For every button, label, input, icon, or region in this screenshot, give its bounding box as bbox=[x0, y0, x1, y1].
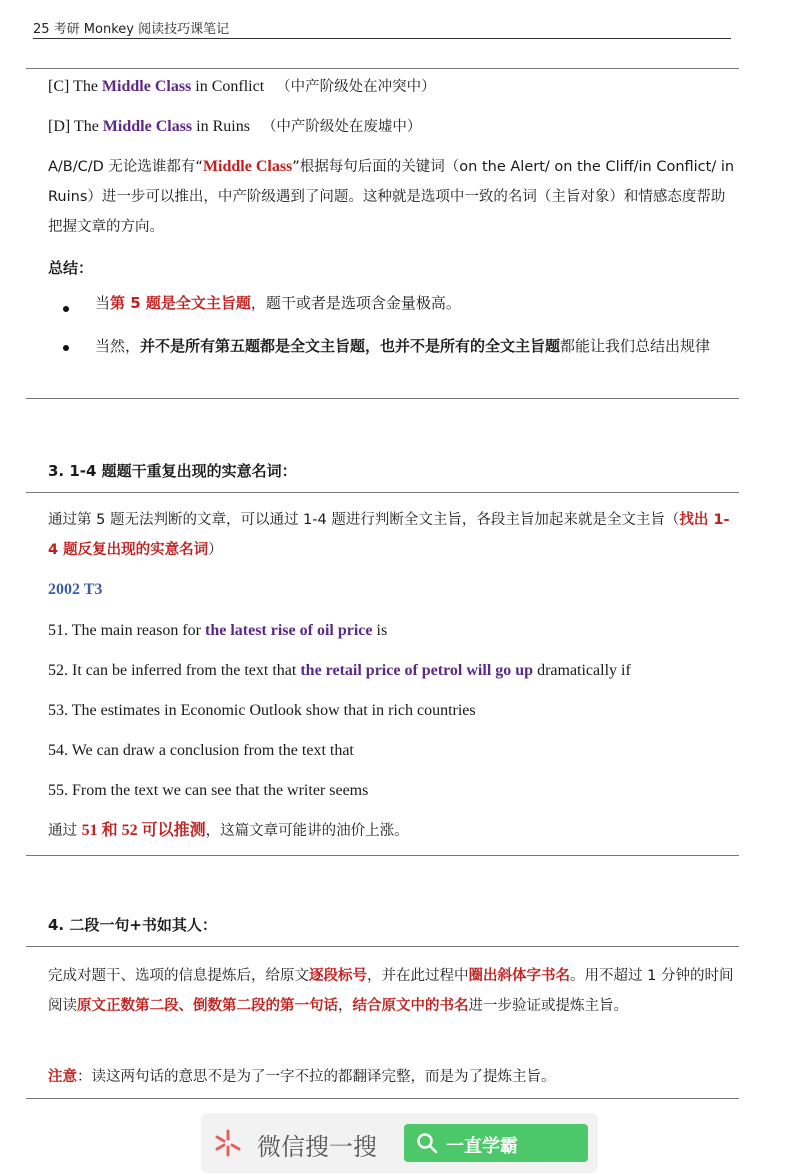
section3-heading: 3. 1-4 题题干重复出现的实意名词： bbox=[48, 462, 297, 480]
search-query-text: 一直学霸 bbox=[446, 1136, 518, 1157]
bullet-dot bbox=[63, 345, 69, 351]
question-53: 53. The estimates in Economic Outlook show that in rich countries bbox=[48, 702, 476, 719]
summary-bullet-2: 当然，并不是所有第五题都是全文主旨题，也并不是所有的全文主旨题都能让我们总结出规律 bbox=[95, 337, 711, 355]
option-d: [D] The Middle Class in Ruins （中产阶级处在废墟中） bbox=[48, 118, 422, 135]
section4-heading: 4. 二段一句+书如其人： bbox=[48, 916, 217, 934]
year-label: 2002 T3 bbox=[48, 581, 103, 598]
divider bbox=[26, 1098, 739, 1099]
header-title: 25 考研 Monkey 阅读技巧课笔记 bbox=[33, 22, 230, 37]
question-52: 52. It can be inferred from the text that the retail price of petrol will go up dramatically if bbox=[48, 662, 631, 679]
wechat-search-label: 微信搜一搜 bbox=[257, 1133, 377, 1161]
option-c: [C] The Middle Class in Conflict （中产阶级处在冲突中） bbox=[48, 78, 436, 95]
summary-label: 总结： bbox=[48, 259, 94, 277]
divider bbox=[26, 492, 739, 493]
divider bbox=[26, 855, 739, 856]
section3-conclusion: 通过 51 和 52 可以推测，这篇文章可能讲的油价上涨。 bbox=[48, 822, 409, 839]
question-51: 51. The main reason for the latest rise of oil price is bbox=[48, 622, 388, 639]
page-header bbox=[33, 18, 731, 39]
divider bbox=[26, 398, 739, 399]
divider bbox=[26, 68, 739, 69]
section3-intro: 通过第 5 题无法判断的文章，可以通过 1-4 题进行判断全文主旨，各段主旨加起来就是全文主旨（找出 1-4 题反复出现的实意名词） bbox=[48, 512, 730, 558]
search-query-pill[interactable] bbox=[404, 1124, 588, 1162]
bullet-dot bbox=[63, 306, 69, 312]
question-54: 54. We can draw a conclusion from the text that bbox=[48, 742, 354, 759]
divider bbox=[26, 946, 739, 947]
wechat-search-logo-icon bbox=[213, 1128, 243, 1158]
search-icon bbox=[416, 1132, 438, 1154]
summary-bullet-1: 当第 5 题是全文主旨题，题干或者是选项含金量极高。 bbox=[95, 294, 461, 312]
options-explanation: A/B/C/D 无论选谁都有“Middle Class”根据每句后面的关键词（on the Alert/ on the Cliff/in Conflict/ in Ruins）进一步可以推出，中产阶级遇到了问题。这种就是选项中一致的名词（主旨对象）和情感态度帮助把握文章的方向。 bbox=[48, 158, 735, 235]
section4-paragraph: 完成对题干、选项的信息提炼后，给原文逐段标号，并在此过程中圈出斜体字书名。用不超过 1 分钟的时间阅读原文正数第二段、倒数第二段的第一句话，结合原文中的书名进一步验证或提炼主旨。 bbox=[48, 968, 734, 1014]
wechat-search-banner[interactable] bbox=[201, 1113, 598, 1173]
section4-note: 注意：读这两句话的意思不是为了一字不拉的都翻译完整，而是为了提炼主旨。 bbox=[48, 1069, 556, 1085]
question-55: 55. From the text we can see that the writer seems bbox=[48, 782, 369, 799]
